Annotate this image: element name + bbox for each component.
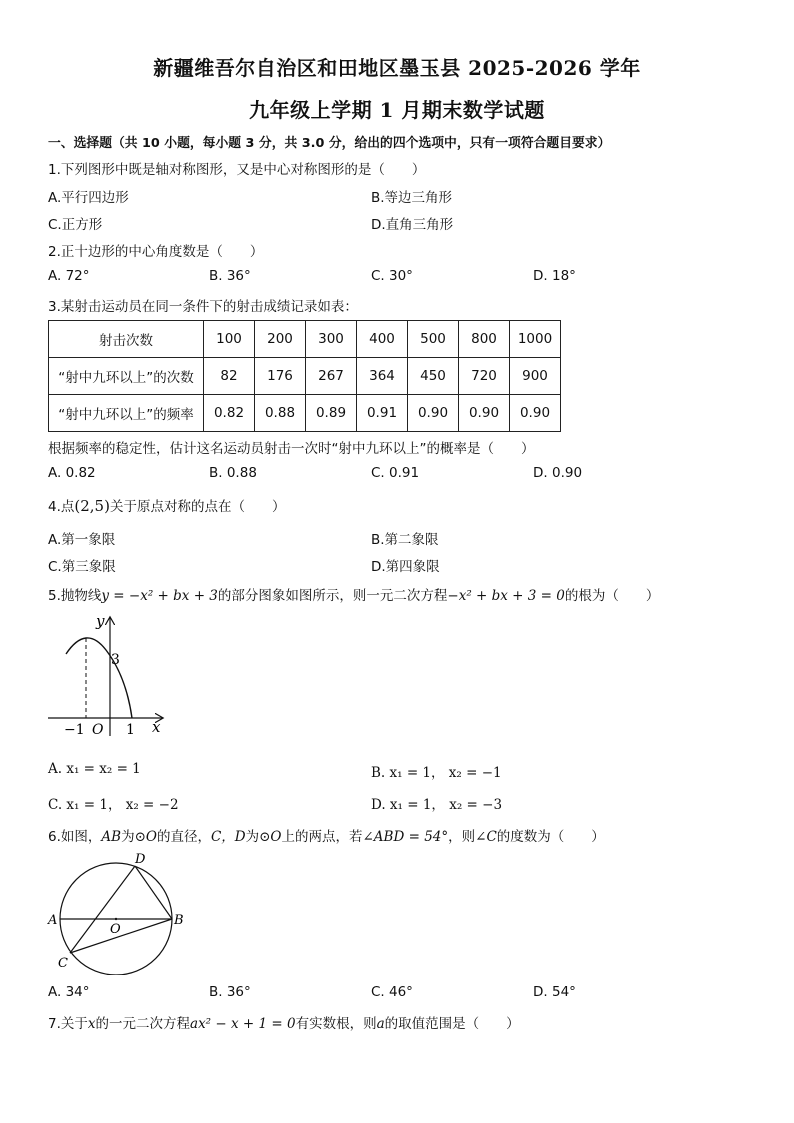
- table-cell: 0.88: [255, 395, 306, 432]
- q4-stem-post: 关于原点对称的点在（ ）: [109, 499, 286, 515]
- chord-cd: [70, 866, 135, 953]
- table-cell: 射击次数: [49, 321, 204, 358]
- table-cell: “射中九环以上”的频率: [49, 395, 204, 432]
- table-cell: 100: [204, 321, 255, 358]
- frequency-table: [48, 320, 561, 432]
- q6-stem-3: 为: [245, 829, 260, 845]
- q1-option-b: B.等边三角形: [371, 190, 453, 206]
- table-cell: 400: [357, 321, 408, 358]
- q4-stem-pre: 4.点: [48, 499, 75, 515]
- q6-points-cd: C，D: [210, 829, 246, 845]
- q3-option-a: A. 0.82: [48, 465, 96, 481]
- q4-option-a: A.第一象限: [48, 532, 116, 548]
- table-cell: 0.82: [204, 395, 255, 432]
- y-axis-label: y: [96, 612, 105, 630]
- q4-point: (2,5): [74, 497, 110, 515]
- y-intercept-label: 3: [111, 652, 120, 668]
- table-cell: 176: [255, 358, 306, 395]
- q7-parameter-a: a: [376, 1016, 385, 1032]
- table-row: [49, 395, 561, 432]
- table-cell: 0.90: [408, 395, 459, 432]
- tick-label-neg1: −1: [64, 722, 85, 738]
- parabola-curve: [66, 638, 132, 718]
- table-cell: 82: [204, 358, 255, 395]
- table-cell: 0.90: [459, 395, 510, 432]
- q4-option-d: D.第四象限: [371, 559, 440, 575]
- q2-option-c: C. 30°: [371, 268, 413, 284]
- table-cell: 500: [408, 321, 459, 358]
- chord-db: [135, 866, 172, 919]
- table-cell: 200: [255, 321, 306, 358]
- q5-stem-pre: 5.抛物线: [48, 588, 102, 604]
- q6-stem-4: 上的两点，若: [281, 829, 363, 845]
- exam-title-line2: 九年级上学期 1 月期末数学试题: [249, 98, 545, 122]
- table-cell: 800: [459, 321, 510, 358]
- q3-option-d: D. 0.90: [533, 465, 583, 481]
- q6-option-a: A. 34°: [48, 984, 90, 1000]
- center-point: [115, 918, 117, 920]
- table-row: [49, 321, 561, 358]
- q6-angle-c: ∠C: [475, 829, 497, 845]
- q3-stem: 3.某射击运动员在同一条件下的射击成绩记录如表：: [48, 299, 358, 315]
- q7-stem: [48, 1012, 520, 1032]
- q1-option-d: D.直角三角形: [371, 217, 454, 233]
- q6-angle-abd: ∠ABD = 54°: [362, 829, 449, 845]
- q4-stem: [48, 495, 285, 515]
- q1-option-a: A.平行四边形: [48, 190, 129, 206]
- q6-stem-5: ，则: [448, 829, 476, 845]
- q6-stem-2: 的直径，: [156, 829, 211, 845]
- table-cell: 0.91: [357, 395, 408, 432]
- q5-stem-post: 的根为（ ）: [564, 588, 660, 604]
- label-b: B: [174, 913, 184, 928]
- q4-option-b: B.第二象限: [371, 532, 439, 548]
- q5-stem-mid: 的部分图象如图所示，则一元二次方程: [217, 588, 448, 604]
- q5-stem: [48, 584, 659, 604]
- q5-option-c: C. x₁ = 1， x₂ = −2: [48, 797, 179, 813]
- q6-option-d: D. 54°: [533, 984, 576, 1000]
- table-cell: 0.90: [510, 395, 561, 432]
- q2-option-b: B. 36°: [209, 268, 251, 284]
- q1-stem: 1.下列图形中既是轴对称图形，又是中心对称图形的是（ ）: [48, 162, 426, 178]
- q3-option-c: C. 0.91: [371, 465, 420, 481]
- chord-cb: [70, 919, 172, 953]
- q6-circle-o-2: ⊙O: [259, 829, 282, 845]
- table-cell: 450: [408, 358, 459, 395]
- table-cell: 0.89: [306, 395, 357, 432]
- q1-option-c: C.正方形: [48, 217, 103, 233]
- x-axis-label: x: [152, 718, 161, 736]
- table-cell: 300: [306, 321, 357, 358]
- origin-label: O: [92, 722, 104, 738]
- table-cell: 1000: [510, 321, 561, 358]
- table-cell: “射中九环以上”的次数: [49, 358, 204, 395]
- q6-circle-o: ⊙O: [134, 829, 157, 845]
- table-cell: 900: [510, 358, 561, 395]
- q6-stem-1: 为: [121, 829, 135, 845]
- q7-variable-x: x: [87, 1016, 96, 1032]
- tick-label-1: 1: [126, 722, 135, 738]
- q5-equation-parabola: y = −x² + bx + 3: [101, 588, 218, 604]
- q5-equation-quadratic: −x² + bx + 3 = 0: [447, 588, 565, 604]
- q3-option-b: B. 0.88: [209, 465, 257, 481]
- exam-title-line1: 新疆维吾尔自治区和田地区墨玉县 2025-2026 学年: [153, 56, 641, 80]
- table-row: [49, 358, 561, 395]
- q6-stem-pre: 6.如图，: [48, 829, 102, 845]
- q6-stem: [48, 825, 605, 845]
- q7-stem-post: 的取值范围是（ ）: [384, 1016, 520, 1032]
- q5-parabola-graph: [44, 612, 174, 740]
- q7-stem-mid: 的一元二次方程: [95, 1016, 191, 1032]
- section-heading: 一、选择题（共 10 小题，每小题 3 分，共 3.0 分，给出的四个选项中，只有一项符合题目要求）: [48, 136, 611, 151]
- q4-option-c: C.第三象限: [48, 559, 116, 575]
- table-cell: 364: [357, 358, 408, 395]
- label-c: C: [58, 956, 68, 971]
- q2-option-a: A. 72°: [48, 268, 90, 284]
- q5-option-b: B. x₁ = 1， x₂ = −1: [371, 765, 502, 781]
- q6-circle-figure: [44, 850, 189, 975]
- q7-stem-pre: 7.关于: [48, 1016, 88, 1032]
- q7-stem-mid2: 有实数根，则: [295, 1016, 377, 1032]
- q7-equation: ax² − x + 1 = 0: [190, 1016, 296, 1032]
- q5-option-d: D. x₁ = 1， x₂ = −3: [371, 797, 503, 813]
- label-d: D: [135, 852, 146, 867]
- label-o: O: [110, 922, 121, 937]
- q5-option-a: A. x₁ = x₂ = 1: [48, 761, 141, 777]
- q3-followup: 根据频率的稳定性，估计这名运动员射击一次时“射中九环以上”的概率是（ ）: [48, 441, 535, 457]
- q6-option-b: B. 36°: [209, 984, 251, 1000]
- q6-segment-ab: AB: [101, 829, 122, 845]
- q6-stem-6: 的度数为（ ）: [496, 829, 605, 845]
- q6-option-c: C. 46°: [371, 984, 413, 1000]
- table-cell: 720: [459, 358, 510, 395]
- table-cell: 267: [306, 358, 357, 395]
- q2-option-d: D. 18°: [533, 268, 576, 284]
- q2-stem: 2.正十边形的中心角度数是（ ）: [48, 244, 264, 260]
- label-a: A: [48, 913, 58, 928]
